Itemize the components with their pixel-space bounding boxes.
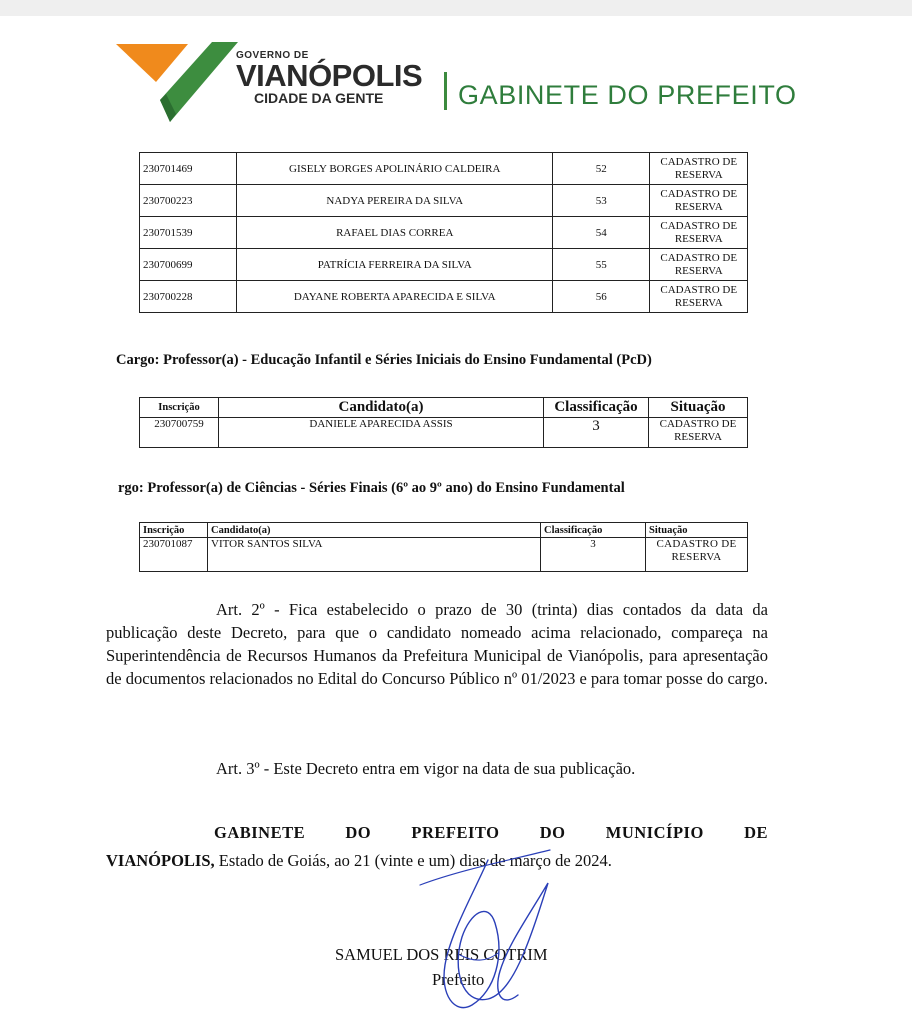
table-row (140, 249, 748, 281)
situacao-line-1: CADASTRO DE (656, 538, 737, 550)
cell-inscricao: 230700699 (140, 249, 237, 281)
candidates-table-pcd (139, 397, 748, 448)
cell-inscricao: 230700759 (140, 418, 219, 448)
closing-word: MUNICÍPIO (605, 823, 704, 842)
brand-gov-label: GOVERNO DE (236, 50, 309, 61)
header-situacao: Situação (649, 398, 748, 418)
closing-rest: Estado de Goiás, ao 21 (vinte e um) dias de março de 2024. (214, 851, 612, 870)
table-header-row (140, 523, 748, 538)
cell-classificacao: 3 (541, 538, 646, 572)
table-row (140, 418, 748, 448)
situacao-line-1: CADASTRO DE (660, 219, 738, 232)
header-inscricao: Inscrição (140, 523, 208, 538)
cell-situacao (650, 217, 748, 249)
signatory-name: SAMUEL DOS REIS COTRIM (335, 945, 548, 964)
closing-word: PREFEITO (411, 823, 500, 842)
situacao-line-2: RESERVA (674, 200, 723, 213)
situacao-line-2: RESERVA (674, 431, 722, 443)
table-row (140, 538, 748, 572)
cell-inscricao: 230700228 (140, 281, 237, 313)
signatory-role: Prefeito (432, 970, 485, 989)
situacao-line-1: CADASTRO DE (660, 251, 738, 264)
cell-classificacao: 52 (553, 153, 650, 185)
cell-situacao (650, 153, 748, 185)
situacao-line-1: CADASTRO DE (660, 283, 738, 296)
handwritten-signature-icon (400, 845, 560, 1024)
cell-inscricao: 230701469 (140, 153, 237, 185)
brand-slogan: CIDADE DA GENTE (254, 90, 384, 106)
header-candidato: Candidato(a) (208, 523, 541, 538)
situacao-line-2: RESERVA (674, 232, 723, 245)
table-header-row (140, 398, 748, 418)
cell-situacao (650, 185, 748, 217)
table-row (140, 281, 748, 313)
cell-inscricao: 230700223 (140, 185, 237, 217)
brand-wordmark (236, 50, 422, 106)
header-inscricao: Inscrição (140, 398, 219, 418)
cell-classificacao: 3 (544, 418, 649, 448)
situacao-line-2: RESERVA (671, 551, 722, 563)
table-row (140, 185, 748, 217)
closing-word: GABINETE (214, 823, 306, 842)
cell-situacao (650, 249, 748, 281)
header-classificacao: Classificação (544, 398, 649, 418)
cell-classificacao: 53 (553, 185, 650, 217)
cell-inscricao: 230701539 (140, 217, 237, 249)
candidates-table-ciencias (139, 522, 748, 572)
closing-word: DO (539, 823, 566, 842)
cell-classificacao: 54 (553, 217, 650, 249)
cell-situacao (650, 281, 748, 313)
situacao-line-1: CADASTRO DE (660, 187, 738, 200)
header-divider (444, 72, 447, 110)
header-candidato: Candidato(a) (219, 398, 544, 418)
closing-city: VIANÓPOLIS, (106, 851, 215, 870)
header-classificacao: Classificação (541, 523, 646, 538)
closing-line-1 (214, 823, 768, 843)
cargo-heading: Cargo: Professor(a) - Educação Infantil e Séries Iniciais do Ensino Fundamental (PcD) (116, 352, 652, 368)
brand-city: VIANÓPOLIS (236, 58, 423, 93)
cell-candidato: DAYANE ROBERTA APARECIDA E SILVA (237, 281, 553, 313)
top-bar (0, 0, 912, 16)
closing-word: DE (744, 823, 768, 842)
article-3: Art. 3º - Este Decreto entra em vigor na data de sua publicação. (216, 759, 636, 778)
table-row (140, 217, 748, 249)
candidates-table-continued (139, 152, 748, 313)
cell-situacao (649, 418, 748, 448)
cell-candidato: GISELY BORGES APOLINÁRIO CALDEIRA (237, 153, 553, 185)
cell-classificacao: 55 (553, 249, 650, 281)
vianopolis-logo-icon (116, 42, 238, 122)
page-title: GABINETE DO PREFEITO (458, 80, 797, 110)
cell-classificacao: 56 (553, 281, 650, 313)
cell-inscricao: 230701087 (140, 538, 208, 572)
situacao-line-2: RESERVA (674, 264, 723, 277)
header-situacao: Situação (646, 523, 748, 538)
situacao-line-1: CADASTRO DE (659, 418, 737, 430)
cell-candidato: DANIELE APARECIDA ASSIS (219, 418, 544, 448)
cell-situacao (646, 538, 748, 572)
situacao-line-1: CADASTRO DE (660, 155, 738, 168)
cell-candidato: VITOR SANTOS SILVA (208, 538, 541, 572)
cargo-heading: rgo: Professor(a) de Ciências - Séries Finais (6º ao 9º ano) do Ensino Fundamental (118, 480, 625, 496)
table-row (140, 153, 748, 185)
cell-candidato: PATRÍCIA FERREIRA DA SILVA (237, 249, 553, 281)
cell-candidato: RAFAEL DIAS CORREA (237, 217, 553, 249)
cell-candidato: NADYA PEREIRA DA SILVA (237, 185, 553, 217)
situacao-line-2: RESERVA (674, 168, 723, 181)
closing-word: DO (345, 823, 372, 842)
article-2: Art. 2º - Fica estabelecido o prazo de 30 (trinta) dias contados da data da publicação deste Decreto, para que o candidato nomeado acima relacionado, compareça na Superintendência de Recursos Humanos da Prefeitura Municipal de Vianópolis, para apresentação de documentos relacionados no Edital do Concurso Público nº 01/2023 e para tomar posse do cargo. (106, 600, 768, 688)
situacao-line-2: RESERVA (674, 296, 723, 309)
